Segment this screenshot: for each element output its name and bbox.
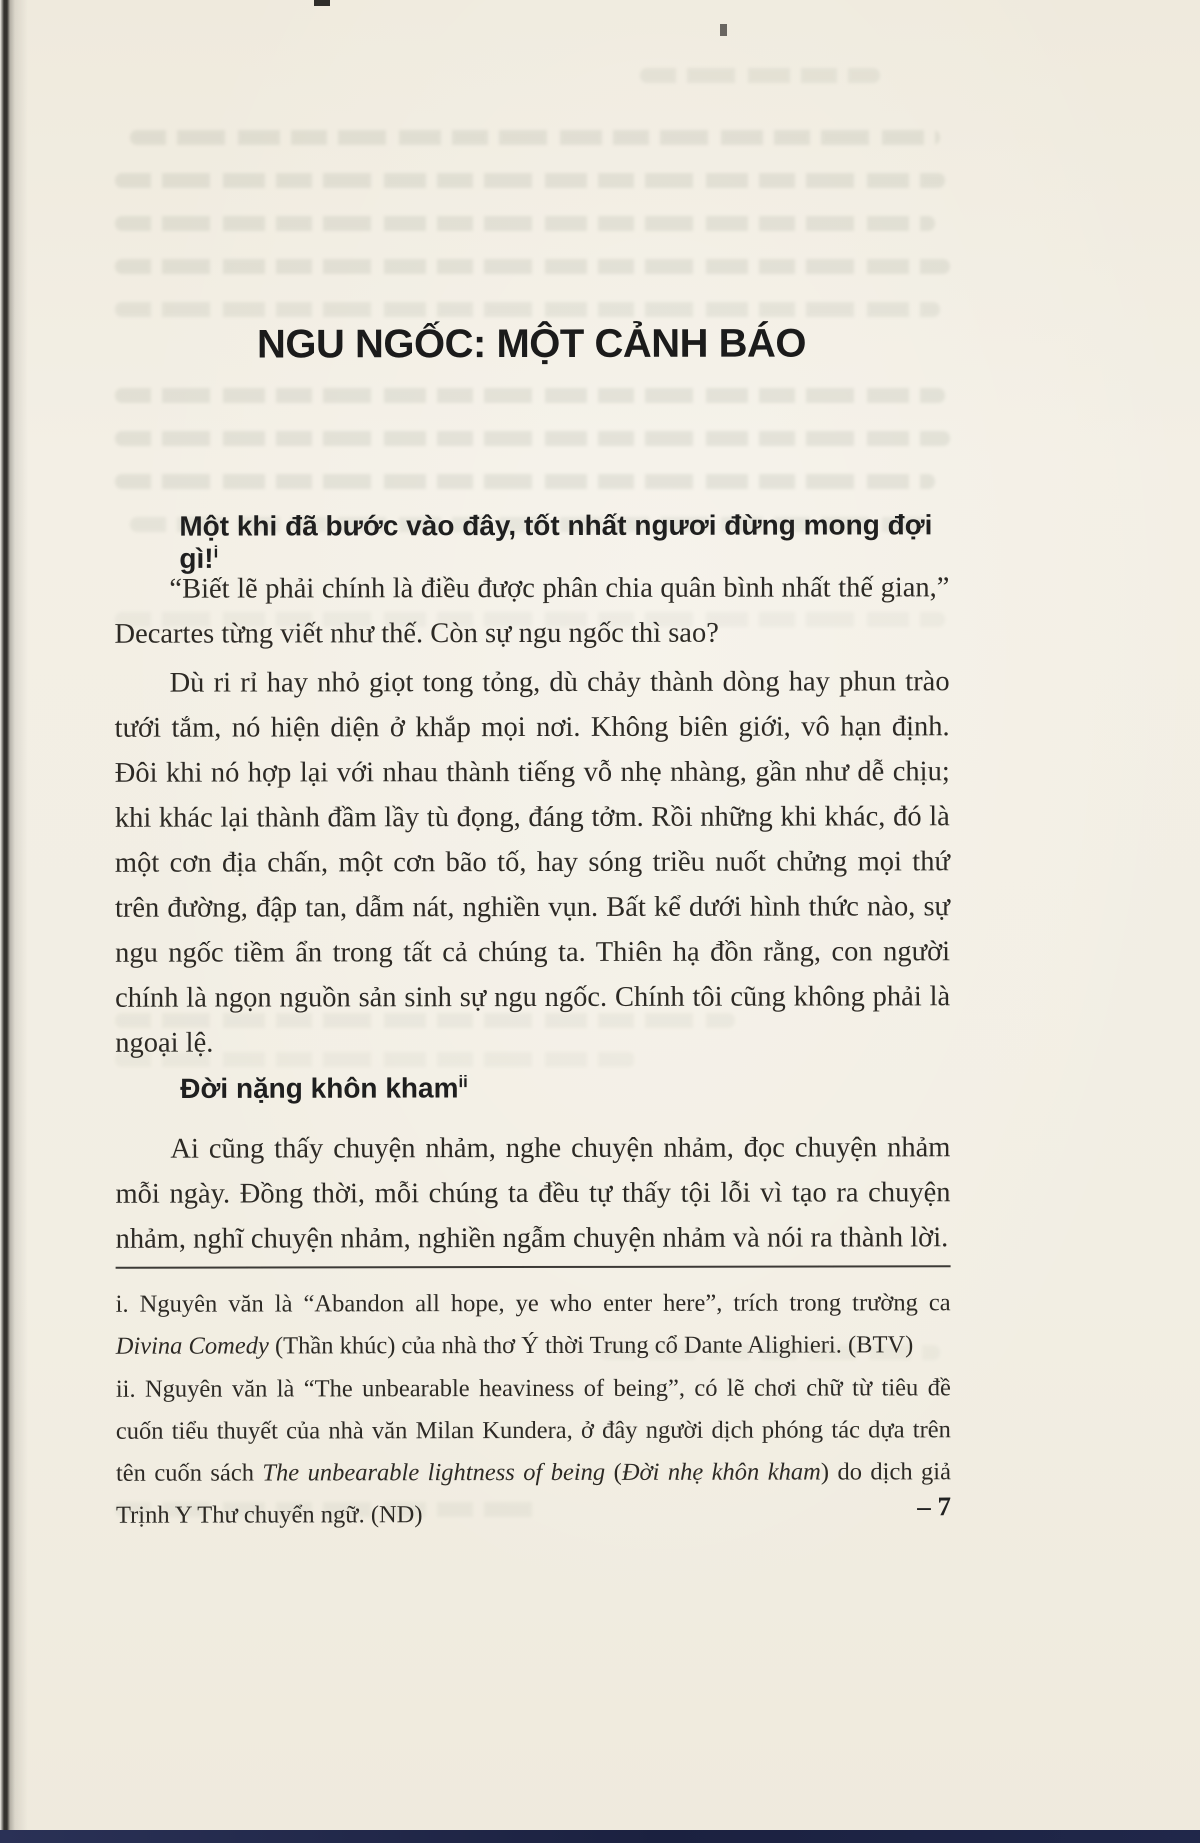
text-block: [113, 0, 951, 1843]
footnote-ii-text-tail: ) do dịch giả Trịnh Y Thư chuyển ngữ. (ND): [116, 1458, 951, 1529]
paragraph-nonsense: Ai cũng thấy chuyện nhảm, nghe chuyện nhảm, đọc chuyện nhảm mỗi ngày. Đồng thời, mỗi chúng ta đều tự thấy tội lỗi vì tạo ra chuyện nhảm, nghĩ chuyện nhảm, nghiền ngẫm chuyện nhảm và nói ra thành lời.: [115, 1132, 951, 1255]
footnote-i-text-tail: (Thần khúc) của nhà thơ Ý thời Trung cổ Dante Alighieri. (BTV): [268, 1331, 914, 1360]
scan-bottom-edge: [0, 1830, 1200, 1843]
footnote-i-text: i. Nguyên văn là “Abandon all hope, ye who enter here”, trích trong trường ca: [115, 1289, 951, 1318]
footnote-marker-i: i: [213, 542, 219, 562]
chapter-title: NGU NGỐC: MỘT CẢNH BÁO: [256, 321, 807, 367]
page-number: – 7: [917, 1491, 952, 1522]
section-heading-heaviness: [180, 1072, 468, 1105]
section-heading-hope-text: Một khi đã bước vào đây, tốt nhất ngươi đừng mong đợi gì!: [179, 509, 933, 574]
paragraph-stupidity: Dù ri rỉ hay nhỏ giọt tong tỏng, dù chảy thành dòng hay phun trào tưới tắm, nó hiện diện ở khắp mọi nơi. Không biên giới, vô hạn định. Đôi khi nó hợp lại với nhau thành tiếng vỗ nhẹ nhàng, gần như dễ chịu; khi khác lại thành đầm lầy tù đọng, đáng tởm. Rồi những khi khác, đó là một cơn địa chấn, một cơn bão tố, hay sóng triều nuốt chửng mọi thứ trên đường, đập tan, dẫm nát, nghiền vụn. Bất kể dưới hình thức nào, sự ngu ngốc tiềm ẩn trong tất cả chúng ta. Thiên hạ đồn rằng, con người chính là ngọn nguồn sản sinh sự ngu ngốc. Chính tôi cũng không phải là ngoại lệ.: [114, 666, 951, 1059]
section-heading-heaviness-text: Đời nặng khôn kham: [180, 1072, 459, 1104]
footnote-marker-ii: ii: [458, 1072, 468, 1092]
footnote-ii-title-italic: The unbearable lightness of being: [262, 1458, 606, 1487]
scan-left-edge: [0, 0, 30, 1843]
footnote-i-title-italic: Divina Comedy: [115, 1332, 269, 1360]
footnote-ii-text: ii. Nguyên văn là “The unbearable heaviness of being”, có lẽ chơi chữ từ tiêu đề cuốn tiểu thuyết của nhà văn Milan Kundera, ở đây người dịch phóng tác dựa trên tên cuốn sách: [115, 1374, 951, 1487]
footnote-divider: [116, 1265, 951, 1268]
paragraph-descartes: “Biết lẽ phải chính là điều được phân chia quân bình nhất thế gian,” Decartes từng viết như thế. Còn sự ngu ngốc thì sao?: [114, 572, 950, 650]
footnote-ii-paren: (: [605, 1458, 622, 1486]
footnote-ii-vn-title-italic: Đời nhẹ khôn kham: [621, 1458, 821, 1486]
footnote-i: [116, 1282, 951, 1367]
